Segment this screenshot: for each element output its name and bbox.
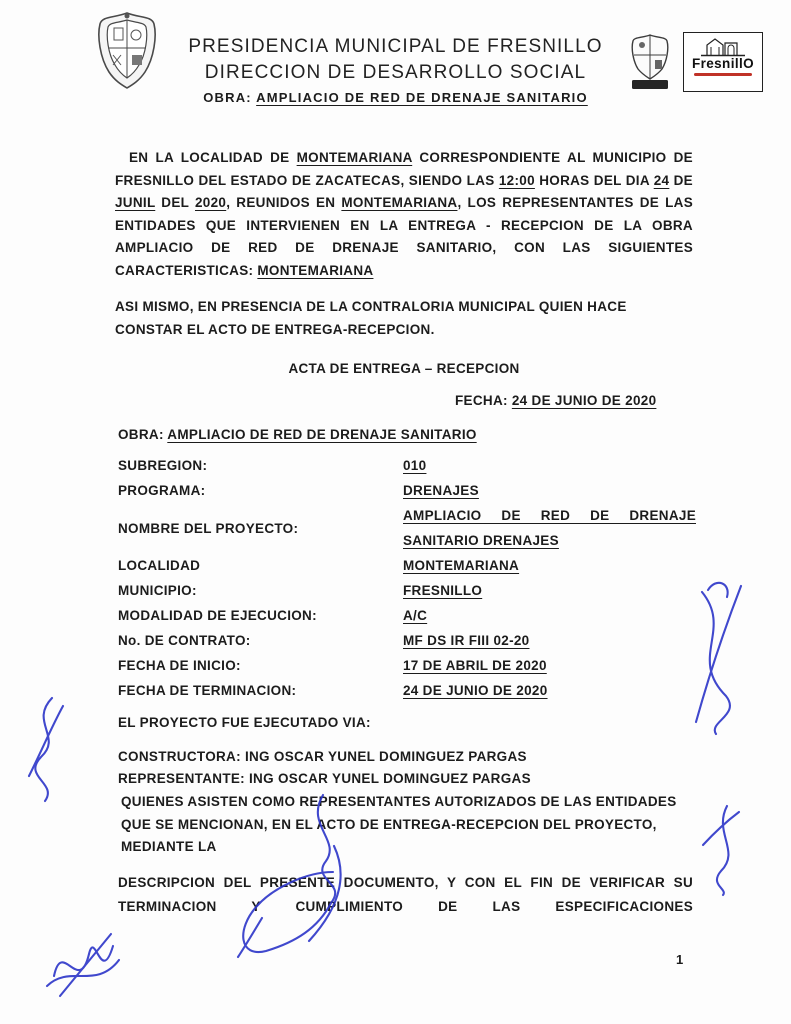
signature-ink — [703, 812, 739, 845]
header-obra-line — [0, 90, 791, 105]
header-title-line1: PRESIDENCIA MUNICIPAL DE FRESNILLO — [188, 36, 603, 57]
header-obra-value: AMPLIACIO DE RED DE DRENAJE SANITARIO — [256, 90, 588, 105]
signature-ink — [717, 806, 729, 895]
field-value: 010 — [403, 458, 427, 473]
field-label: LOCALIDAD — [118, 558, 201, 573]
fresnillo-logo-text: FresnillO — [691, 56, 755, 71]
signature-ink — [54, 946, 113, 976]
fecha-value: 24 DE JUNIO DE 2020 — [511, 393, 657, 408]
field-label: FECHA DE INICIO: — [118, 658, 241, 673]
header-obra-label: OBRA: — [203, 90, 257, 105]
field-label: SUBREGION: — [118, 458, 208, 473]
field-label: MUNICIPIO: — [118, 583, 197, 598]
field-value: 17 DE ABRIL DE 2020 — [403, 658, 547, 673]
signature-ink — [29, 706, 63, 776]
project-fields — [118, 453, 696, 703]
field-value: AMPLIACIO DE RED DE DRENAJE SANITARIO DRENAJES — [403, 508, 696, 548]
field-row-fecha-terminacion — [118, 678, 696, 703]
signature-ink — [238, 918, 262, 957]
fecha-label: FECHA: — [455, 393, 512, 408]
field-row-fecha-inicio — [118, 653, 696, 678]
field-row-contrato — [118, 628, 696, 653]
field-value: 24 DE JUNIO DE 2020 — [403, 683, 548, 698]
execution-heading: EL PROYECTO FUE EJECUTADO VIA: — [118, 715, 371, 730]
field-row-subregion — [118, 453, 696, 478]
contraloria-paragraph: ASI MISMO, EN PRESENCIA DE LA CONTRALORIA MUNICIPAL QUIEN HACE CONSTAR EL ACTO DE ENTREGA-RECEPCION. — [115, 299, 627, 337]
asistentes-paragraph: QUIENES ASISTEN COMO REPRESENTANTES AUTORIZADOS DE LAS ENTIDADES QUE SE MENCIONAN, EN EL ACTO DE ENTREGA-RECEPCION DEL PROYECTO, MEDIANTE LA — [121, 794, 677, 854]
fresnillo-logo — [683, 32, 763, 92]
signature-ink — [702, 592, 730, 734]
page-number: 1 — [676, 952, 684, 967]
field-label: No. DE CONTRATO: — [118, 633, 251, 648]
intro-paragraph: EN LA LOCALIDAD DE MONTEMARIANA CORRESPONDIENTE AL MUNICIPIO DE FRESNILLO DEL ESTADO DE ZACATECAS, SIENDO LAS 12:00 HORAS DEL DIA 24 DE JUNIL DEL 2020, REUNIDOS EN MONTEMARIANA, LOS REPRESENTANTES DE LAS ENTIDADES QUE INTERVIENEN EN LA ENTREGA - RECEPCION DE LA OBRA AMPLIACIO DE RED DE DRENAJE SANITARIO, CON LAS SIGUIENTES CARACTERISTICAS: MONTEMARIANA — [115, 150, 693, 278]
fresnillo-logo-tagline — [694, 73, 752, 76]
field-label: PROGRAMA: — [118, 483, 206, 498]
field-row-municipio — [118, 578, 696, 603]
signature-ink — [35, 698, 52, 801]
field-label: MODALIDAD DE EJECUCION: — [118, 608, 317, 623]
field-value: FRESNILLO — [403, 583, 483, 598]
field-row-nombre-proyecto — [118, 503, 696, 553]
obra-label: OBRA: — [118, 427, 168, 442]
signature-ink — [60, 934, 111, 996]
field-row-localidad — [118, 553, 696, 578]
signature-ink — [47, 960, 119, 986]
field-row-programa — [118, 478, 696, 503]
field-label: FECHA DE TERMINACION: — [118, 683, 297, 698]
signature-ink — [708, 583, 728, 597]
state-crest-icon — [628, 33, 672, 91]
field-value: MONTEMARIANA — [403, 558, 520, 573]
constructora-line: CONSTRUCTORA: ING OSCAR YUNEL DOMINGUEZ PARGAS — [118, 749, 527, 764]
obra-line — [118, 424, 477, 447]
header-title-line2: DIRECCION DE DESARROLLO SOCIAL — [204, 62, 587, 83]
representante-line: REPRESENTANTE: ING OSCAR YUNEL DOMINGUEZ PARGAS — [118, 771, 531, 786]
acta-title: ACTA DE ENTREGA – RECEPCION — [288, 361, 520, 376]
obra-value: AMPLIACIO DE RED DE DRENAJE SANITARIO — [167, 427, 477, 442]
fresnillo-building-icon — [697, 35, 749, 57]
field-value: DRENAJES — [403, 483, 479, 498]
field-value: MF DS IR FIII 02-20 — [403, 633, 530, 648]
signature-ink — [696, 586, 741, 722]
field-value: A/C — [403, 608, 428, 623]
field-label: NOMBRE DEL PROYECTO: — [118, 520, 299, 536]
descripcion-paragraph: DESCRIPCION DEL PRESENTE DOCUMENTO, Y CON EL FIN DE VERIFICAR SU TERMINACION Y CUMPLIMIENTO DE LAS ESPECIFICACIONES — [118, 875, 693, 914]
field-row-modalidad — [118, 603, 696, 628]
fecha-line — [455, 390, 656, 413]
